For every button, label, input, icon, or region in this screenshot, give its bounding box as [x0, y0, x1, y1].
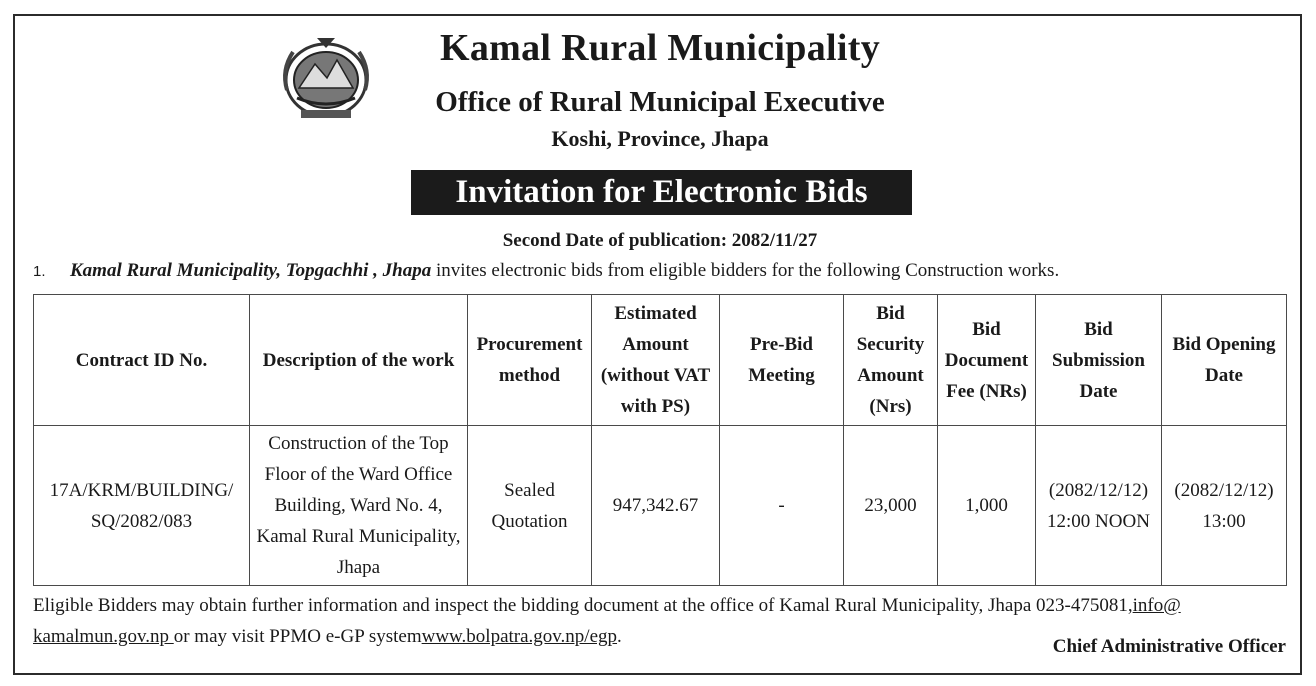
footer-text-start: Eligible Bidders may obtain further information and inspect the bidding document at the office of Kamal Rural Municipality, Jhapa 023-475081,	[33, 595, 1133, 616]
table-cell: Sealed Quotation	[468, 426, 592, 586]
notice-page	[13, 14, 1302, 675]
notice-title-banner	[411, 170, 912, 215]
footer-text-middle: or may visit PPMO e-GP system	[173, 626, 422, 647]
column-header: Bid Opening Date	[1162, 295, 1287, 426]
website-link[interactable]: www.bolpatra.gov.np/egp	[421, 626, 618, 647]
column-header: Bid Security Amount (Nrs)	[844, 295, 938, 426]
email-part1: info@	[1132, 595, 1181, 616]
column-header: Contract ID No.	[34, 295, 250, 426]
table-cell: Construction of the Top Floor of the Ward Office Building, Ward No. 4, Kamal Rural Municipality, Jhapa	[250, 426, 468, 586]
intro-org: Kamal Rural Municipality, Topgachhi , Jhapa	[70, 260, 432, 281]
column-header: Pre-Bid Meeting	[720, 295, 844, 426]
location: Koshi, Province, Jhapa	[551, 126, 769, 151]
table-header-row	[34, 295, 1287, 426]
intro-text: invites electronic bids from eligible bidders for the following Construction works.	[431, 260, 1060, 281]
item-number: 1.	[33, 263, 46, 280]
table-cell: 17A/KRM/BUILDING/ SQ/2082/083	[34, 426, 250, 586]
footer-text-end: .	[617, 626, 622, 647]
email-part2: kamalmun.gov.np	[33, 626, 174, 647]
office-name: Office of Rural Municipal Executive	[435, 86, 885, 118]
column-header: Procurement method	[468, 295, 592, 426]
column-header: Bid Submission Date	[1036, 295, 1162, 426]
publication-date: Second Date of publication: 2082/11/27	[502, 230, 818, 251]
table-cell: 1,000	[938, 426, 1036, 586]
column-header: Estimated Amount (without VAT with PS)	[592, 295, 720, 426]
table-cell: (2082/12/12) 13:00	[1162, 426, 1287, 586]
notice-title: Invitation for Electronic Bids	[455, 174, 868, 210]
column-header: Bid Document Fee (NRs)	[938, 295, 1036, 426]
intro-paragraph	[33, 260, 1293, 282]
table-cell: (2082/12/12) 12:00 NOON	[1036, 426, 1162, 586]
org-name: Kamal Rural Municipality	[440, 27, 880, 69]
table-cell: -	[720, 426, 844, 586]
signoff: Chief Administrative Officer	[1052, 636, 1286, 657]
table-cell: 947,342.67	[592, 426, 720, 586]
table-row	[34, 426, 1287, 586]
bids-table	[33, 294, 1287, 586]
table-cell: 23,000	[844, 426, 938, 586]
column-header: Description of the work	[250, 295, 468, 426]
